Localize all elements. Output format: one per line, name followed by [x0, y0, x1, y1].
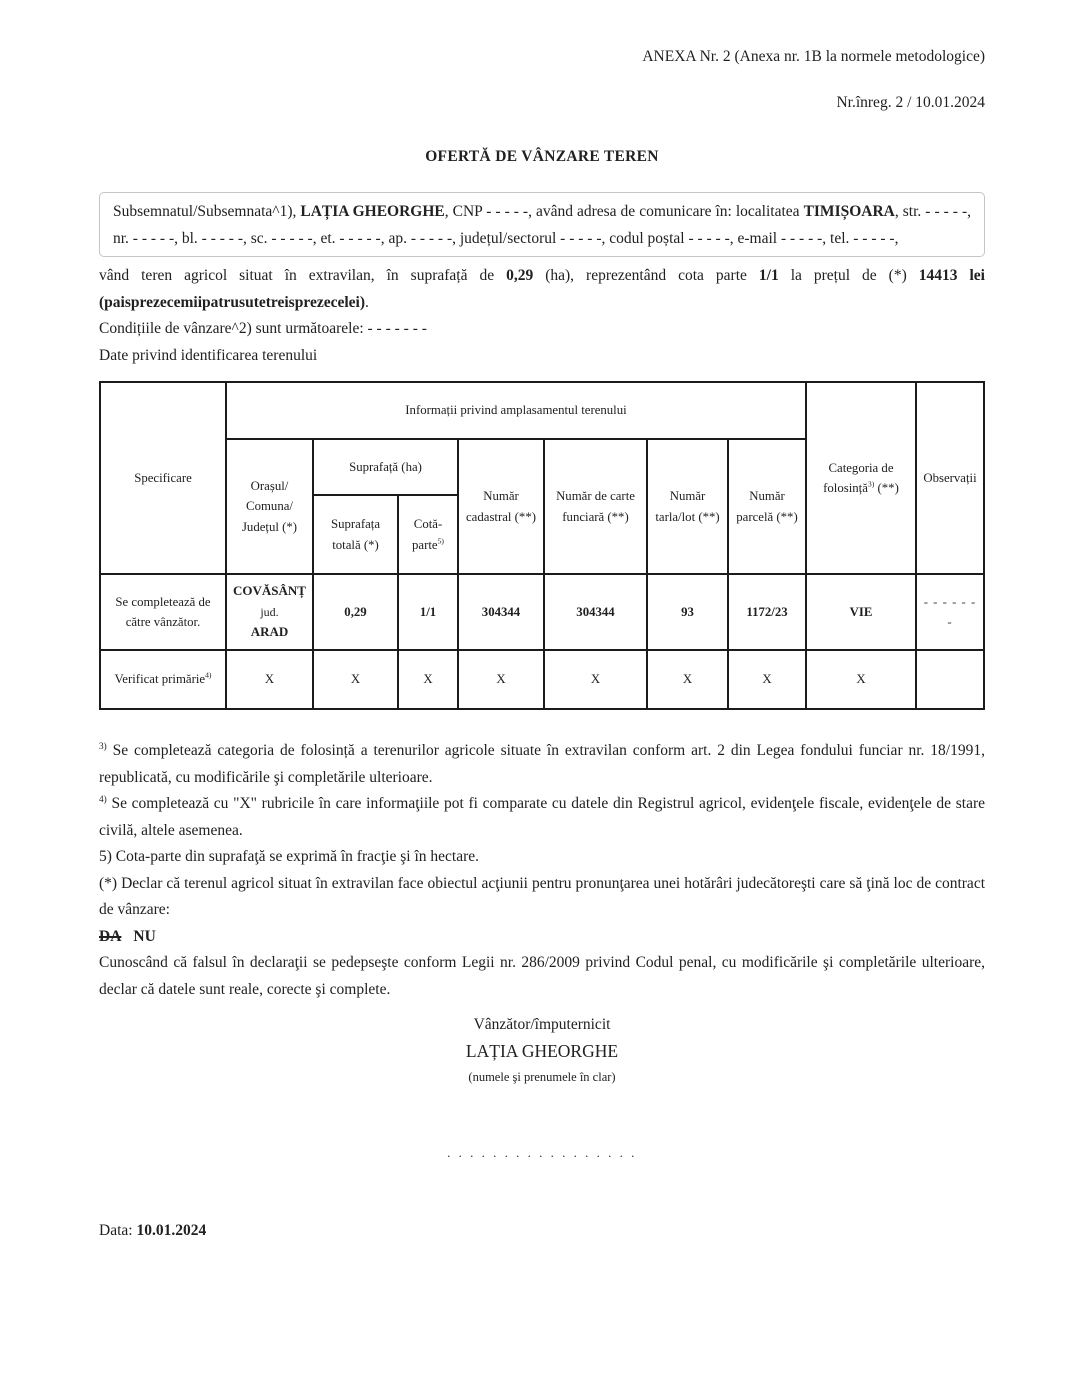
- x-mark-3: X: [398, 650, 458, 709]
- header-info-amplasament: Informații privind amplasamentul terenului: [226, 382, 806, 439]
- applicant-name: LAȚIA GHEORGHE: [300, 203, 445, 220]
- header-numar-cadastral: Număr cadastral (**): [458, 439, 544, 574]
- cell-numar-cadastral: 304344: [458, 574, 544, 650]
- sale-text-2: (ha), reprezentând cota parte: [533, 267, 759, 284]
- county-value: ARAD: [250, 624, 289, 640]
- signature-dots: . . . . . . . . . . . . . . . . .: [447, 1145, 637, 1160]
- cell-categoria-folosinta: VIE: [806, 574, 916, 650]
- jud-label: jud.: [260, 604, 279, 619]
- categoria-footnote-ref: 3): [867, 479, 875, 489]
- locality-name: TIMIȘOARA: [803, 203, 895, 220]
- footnote-3-ref: 3): [99, 741, 107, 752]
- anexa-heading: ANEXA Nr. 2 (Anexa nr. 1B la normele metodologice): [642, 48, 985, 65]
- footnotes-section: [99, 738, 985, 1003]
- signature-hint: (numele şi prenumele în clar): [468, 1070, 616, 1084]
- footnote-4-text: Se completează cu "X" rubricile în care informaţiile pot fi comparate cu datele din Registrul agricol, evidenţele fiscale, evidenţele de stare civilă, altele asemenea.: [99, 795, 985, 839]
- price-in-words: (paisprezecemiipatrusutetreisprezecelei): [99, 293, 365, 311]
- x-mark-4: X: [458, 650, 544, 709]
- verified-footnote-ref: 4): [205, 671, 212, 680]
- x-mark-2: X: [313, 650, 398, 709]
- header-numar-carte-funciara: Număr de carte funciară (**): [544, 439, 647, 574]
- land-identification-table: [99, 381, 985, 710]
- header-orasul-comuna-judetul: [226, 439, 313, 574]
- applicant-info-box: [99, 192, 985, 257]
- da-nu-line: [99, 924, 985, 951]
- conditions-line: Condițiile de vânzare^2) sunt următoarele: - - - - - - -: [99, 320, 427, 337]
- categoria-text: Categoria de folosință: [823, 460, 894, 495]
- cota-parte-footnote-ref: 5): [437, 536, 444, 546]
- da-option-struck: DA: [99, 927, 122, 945]
- signature-block: [99, 1011, 985, 1089]
- date-value: 10.01.2024: [136, 1222, 207, 1239]
- cell-numar-parcela: 1172/23: [728, 574, 806, 650]
- sale-text-1: vând teren agricol situat în extravilan, în suprafață de: [99, 267, 507, 284]
- x-mark-1: X: [226, 650, 313, 709]
- cell-numar-carte-funciara: 304344: [544, 574, 647, 650]
- footnote-4-ref: 4): [99, 794, 107, 805]
- signature-name: LAȚIA GHEORGHE: [465, 1041, 619, 1061]
- cell-observatii: - - - - - - -: [916, 574, 984, 650]
- verified-row-label: [100, 650, 226, 709]
- intro-text-1: Subsemnatul/Subsemnata^1),: [113, 203, 301, 220]
- footnote-4: [99, 791, 985, 844]
- header-categoria-folosinta: [806, 382, 916, 574]
- footnote-5: 5) Cota-parte din suprafaţă se exprimă în fracţie şi în hectare.: [99, 848, 480, 865]
- x-mark-8: X: [806, 650, 916, 709]
- seller-data-row: [100, 574, 984, 650]
- sale-text-3: la prețul de (*): [778, 267, 919, 284]
- cell-numar-tarla-lot: 93: [647, 574, 728, 650]
- signature-role: Vânzător/împuternicit: [473, 1016, 611, 1033]
- footnote-3: [99, 738, 985, 791]
- x-mark-5: X: [544, 650, 647, 709]
- categoria-suffix: (**): [874, 481, 899, 495]
- cell-suprafata-totala: 0,29: [313, 574, 398, 650]
- header-numar-tarla-lot: Număr tarla/lot (**): [647, 439, 728, 574]
- sale-text-5: .: [365, 293, 369, 311]
- header-specificare: Specificare: [100, 382, 226, 574]
- cell-cota-parte: 1/1: [398, 574, 458, 650]
- x-mark-7: X: [728, 650, 806, 709]
- land-id-heading: Date privind identificarea terenului: [99, 346, 318, 364]
- date-line: [99, 1217, 985, 1244]
- registration-number: Nr.înreg. 2 / 10.01.2024: [836, 94, 985, 111]
- intro-text-2: , CNP - - - - -, având adresa de comunicare în: localitatea: [444, 203, 804, 220]
- header-suprafata-ha: Suprafață (ha): [313, 439, 458, 495]
- footnote-3-text: Se completează categoria de folosință a terenurilor agricole situate în extravilan conform art. 2 din Legea fondului funciar nr. 18/1991, republicată, cu modificările şi completările ulterioare.: [99, 742, 985, 786]
- declaration-paragraph: (*) Declar că terenul agricol situat în extravilan face obiectul acţiunii pentru pronunţarea unei hotărâri judecătoreşti care să ţină loc de contract de vânzare:: [99, 874, 985, 918]
- share-value: 1/1: [758, 267, 779, 284]
- verified-observatii-empty: [916, 650, 984, 709]
- document-title: OFERTĂ DE VÂNZARE TEREN: [425, 148, 659, 165]
- header-observatii: Observații: [916, 382, 984, 574]
- cell-city-county: [226, 574, 313, 650]
- verified-label-text: Verificat primărie: [114, 672, 206, 687]
- date-label: Data:: [99, 1222, 137, 1239]
- nu-option: NU: [133, 927, 156, 945]
- x-mark-6: X: [647, 650, 728, 709]
- header-cota-parte: [398, 495, 458, 574]
- intro-text-3: , str. - - - - -, nr. - - - - -, bl. - - - - -, sc. - - - - -, et. - - - - -, ap. - - - - -, județul/sectorul - - - - -, codul poștal - - - - -, e-mail - - - - -, tel. - - - - -,: [113, 203, 971, 247]
- orasul-line-1: Orașul/: [250, 478, 289, 493]
- area-value: 0,29: [506, 267, 534, 284]
- cota-parte-line-1: Cotă-: [413, 517, 443, 532]
- cota-parte-line-2: parte: [412, 537, 438, 552]
- seller-row-label: Se completează de către vânzător.: [100, 574, 226, 650]
- sale-paragraph: [99, 263, 985, 316]
- verified-row: [100, 650, 984, 709]
- oath-paragraph: Cunoscând că falsul în declaraţii se pedepseşte conform Legii nr. 286/2009 privind Codul penal, cu modificările şi completările ulterioare, declar că datele sunt reale, corecte şi complete.: [99, 954, 985, 998]
- header-suprafata-totala: Suprafața totală (*): [313, 495, 398, 574]
- price-value: 14413 lei: [918, 267, 985, 284]
- city-value: COVĂSÂNȚ: [233, 583, 306, 599]
- header-numar-parcela: Număr parcelă (**): [728, 439, 806, 574]
- orasul-line-2: Comuna/: [246, 499, 293, 514]
- orasul-line-3: Județul (*): [241, 519, 298, 534]
